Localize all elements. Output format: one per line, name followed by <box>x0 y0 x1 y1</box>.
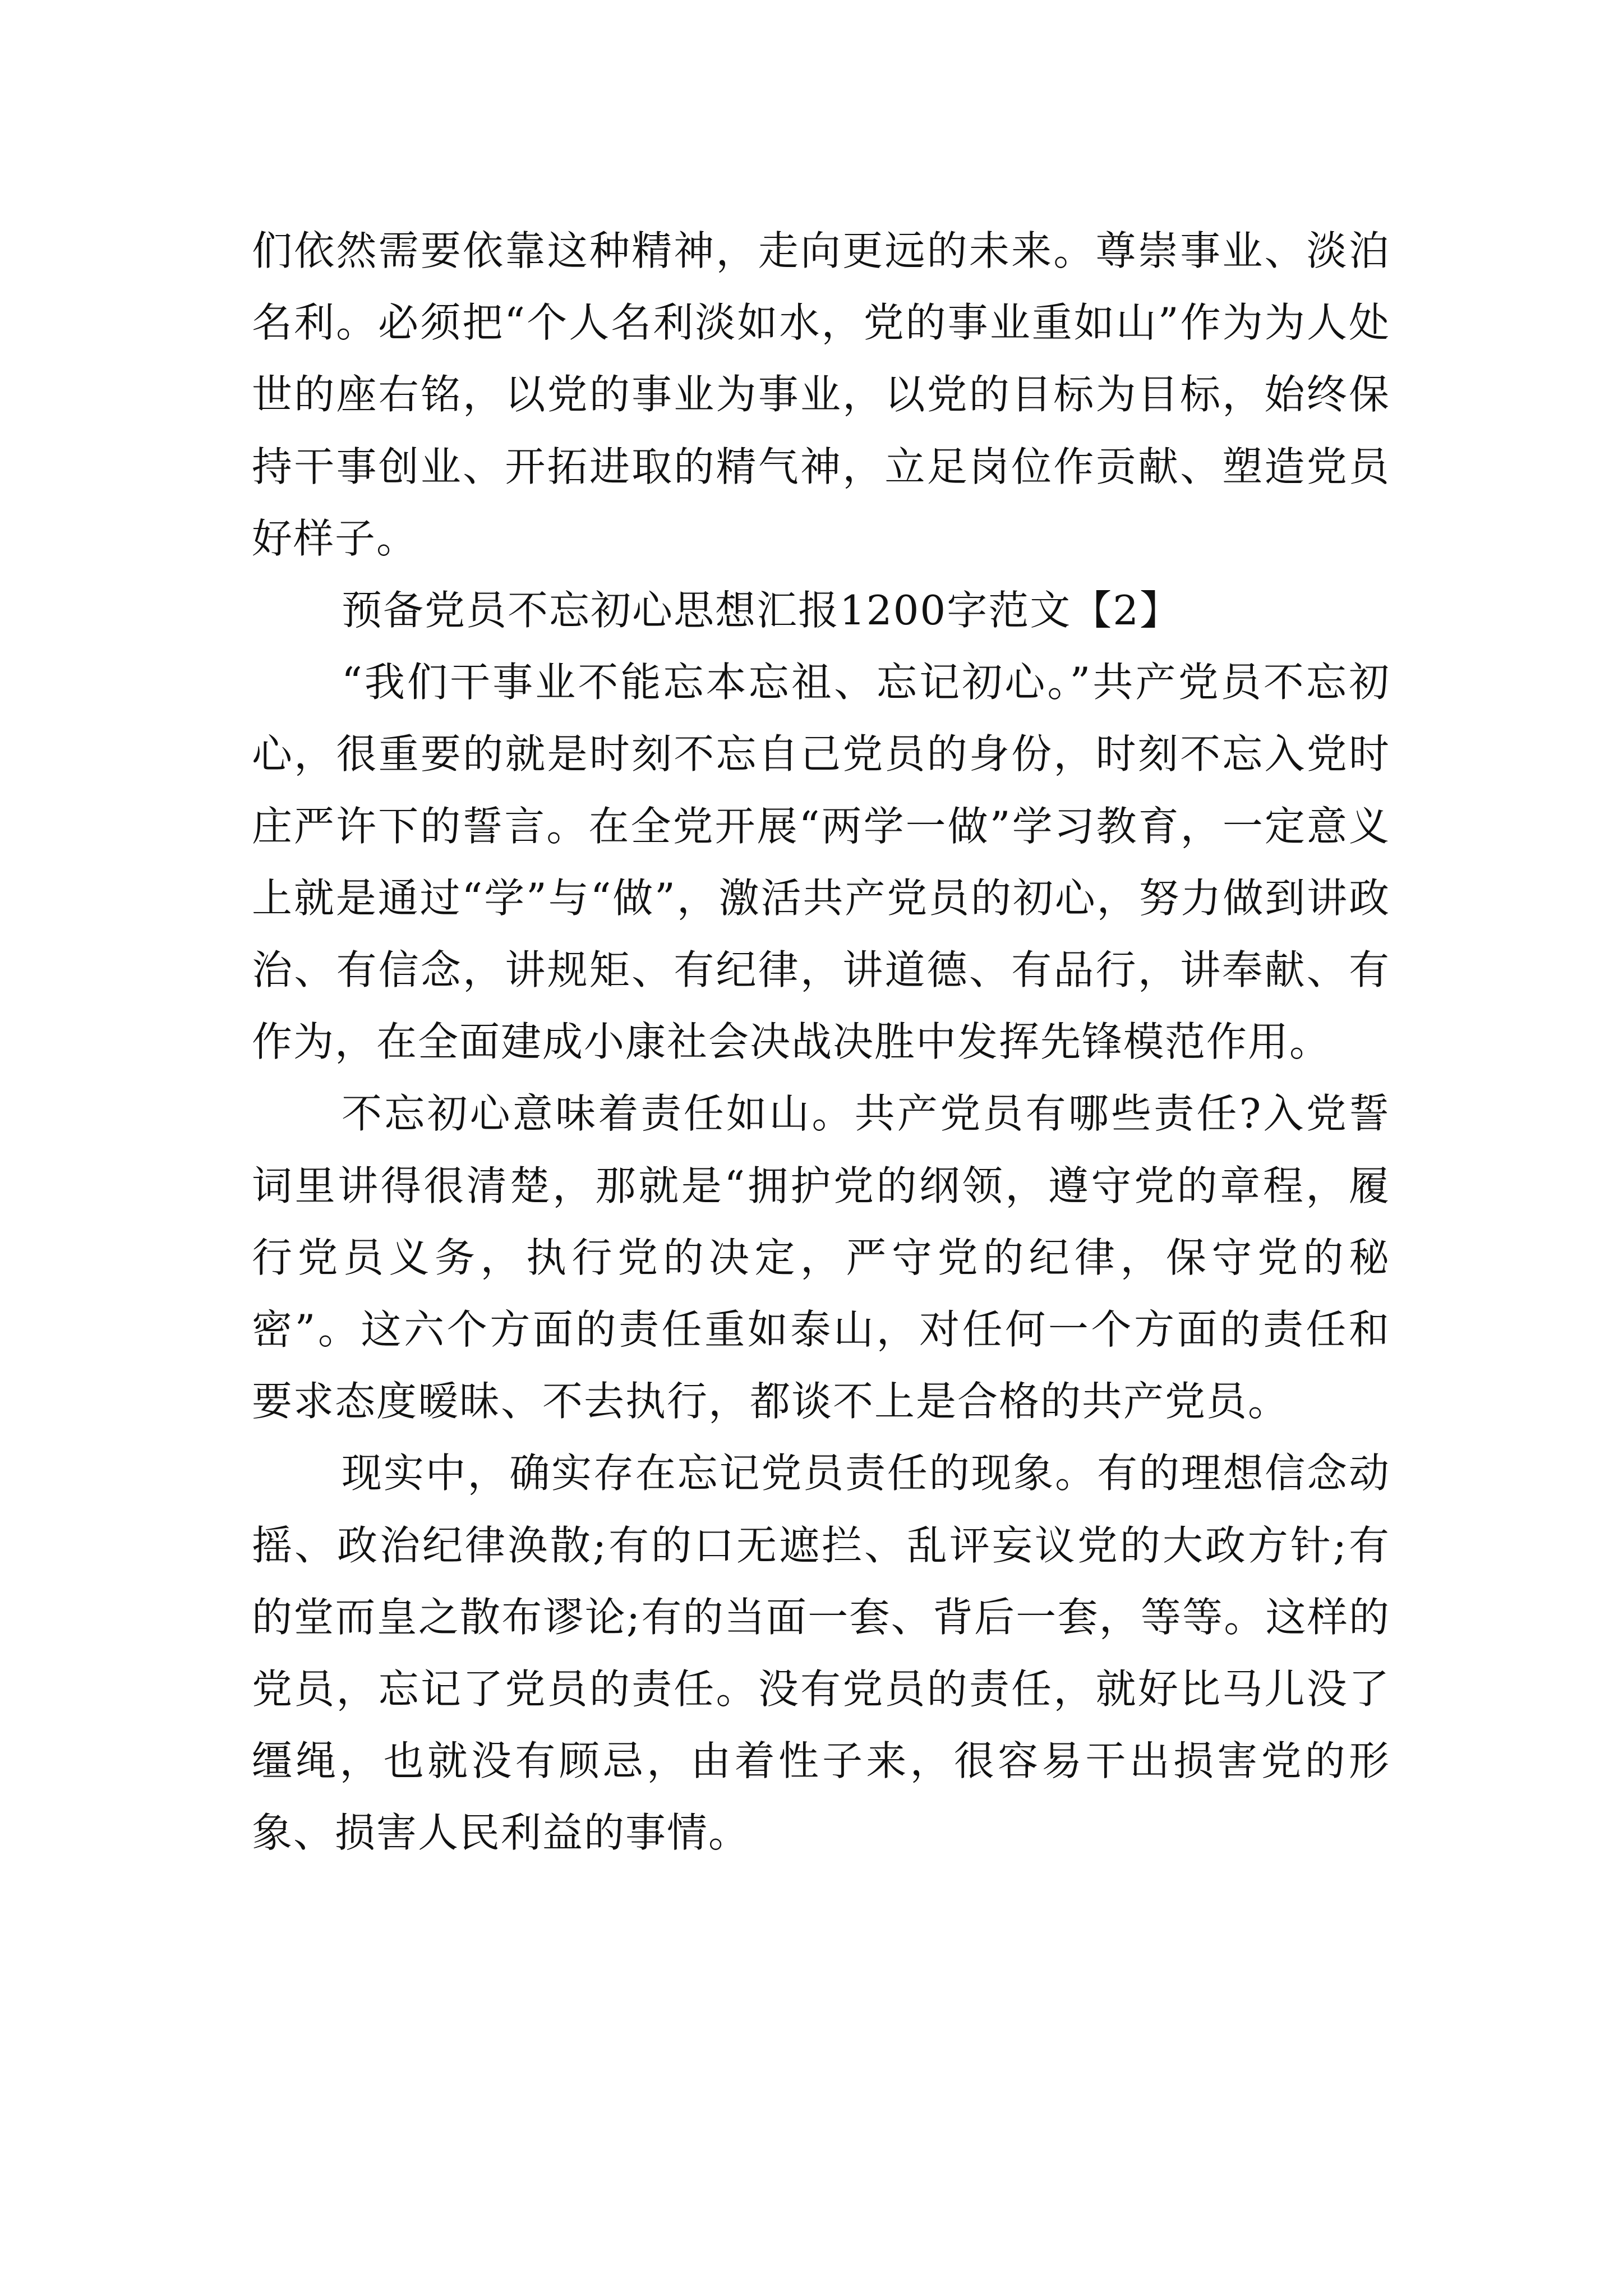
document-body <box>252 215 1390 1869</box>
section-heading: 预备党员不忘初心思想汇报1200字范文【2】 <box>342 587 1182 634</box>
paragraph-continuation: 们依然需要依靠这种精神，走向更远的未来。尊崇事业、淡泊名利。必须把“个人名利淡如水，党的事业重如山”作为为人处世的座右铭，以党的事业为事业，以党的目标为目标，始终保持干事创业、开拓进取的精气神，立足岗位作贡献、塑造党员好样子。 <box>252 227 1390 562</box>
paragraph-oath-quote: “我们干事业不能忘本忘祖、忘记初心。”共产党员不忘初心，很重要的就是时刻不忘自己党员的身份，时刻不忘入党时庄严许下的誓言。在全党开展“两学一做”学习教育，一定意义上就是通过“学”与“做”，激活共产党员的初心，努力做到讲政治、有信念，讲规矩、有纪律，讲道德、有品行，讲奉献、有作为，在全面建成小康社会决战决胜中发挥先锋模范作用。 <box>252 659 1390 1066</box>
paragraph-reality: 现实中，确实存在忘记党员责任的现象。有的理想信念动摇、政治纪律涣散;有的口无遮拦、乱评妄议党的大政方针;有的堂而皇之散布谬论;有的当面一套、背后一套，等等。这样的党员，忘记了党员的责任。没有党员的责任，就好比马儿没了缰绳，也就没有顾忌，由着性子来，很容易干出损害党的形象、损害人民利益的事情。 <box>252 1450 1390 1857</box>
paragraph-responsibility: 不忘初心意味着责任如山。共产党员有哪些责任?入党誓词里讲得很清楚，那就是“拥护党的纲领，遵守党的章程，履行党员义务，执行党的决定，严守党的纪律，保守党的秘密”。这六个方面的责任重如泰山，对任何一个方面的责任和要求态度暧昧、不去执行，都谈不上是合格的共产党员。 <box>252 1090 1390 1425</box>
